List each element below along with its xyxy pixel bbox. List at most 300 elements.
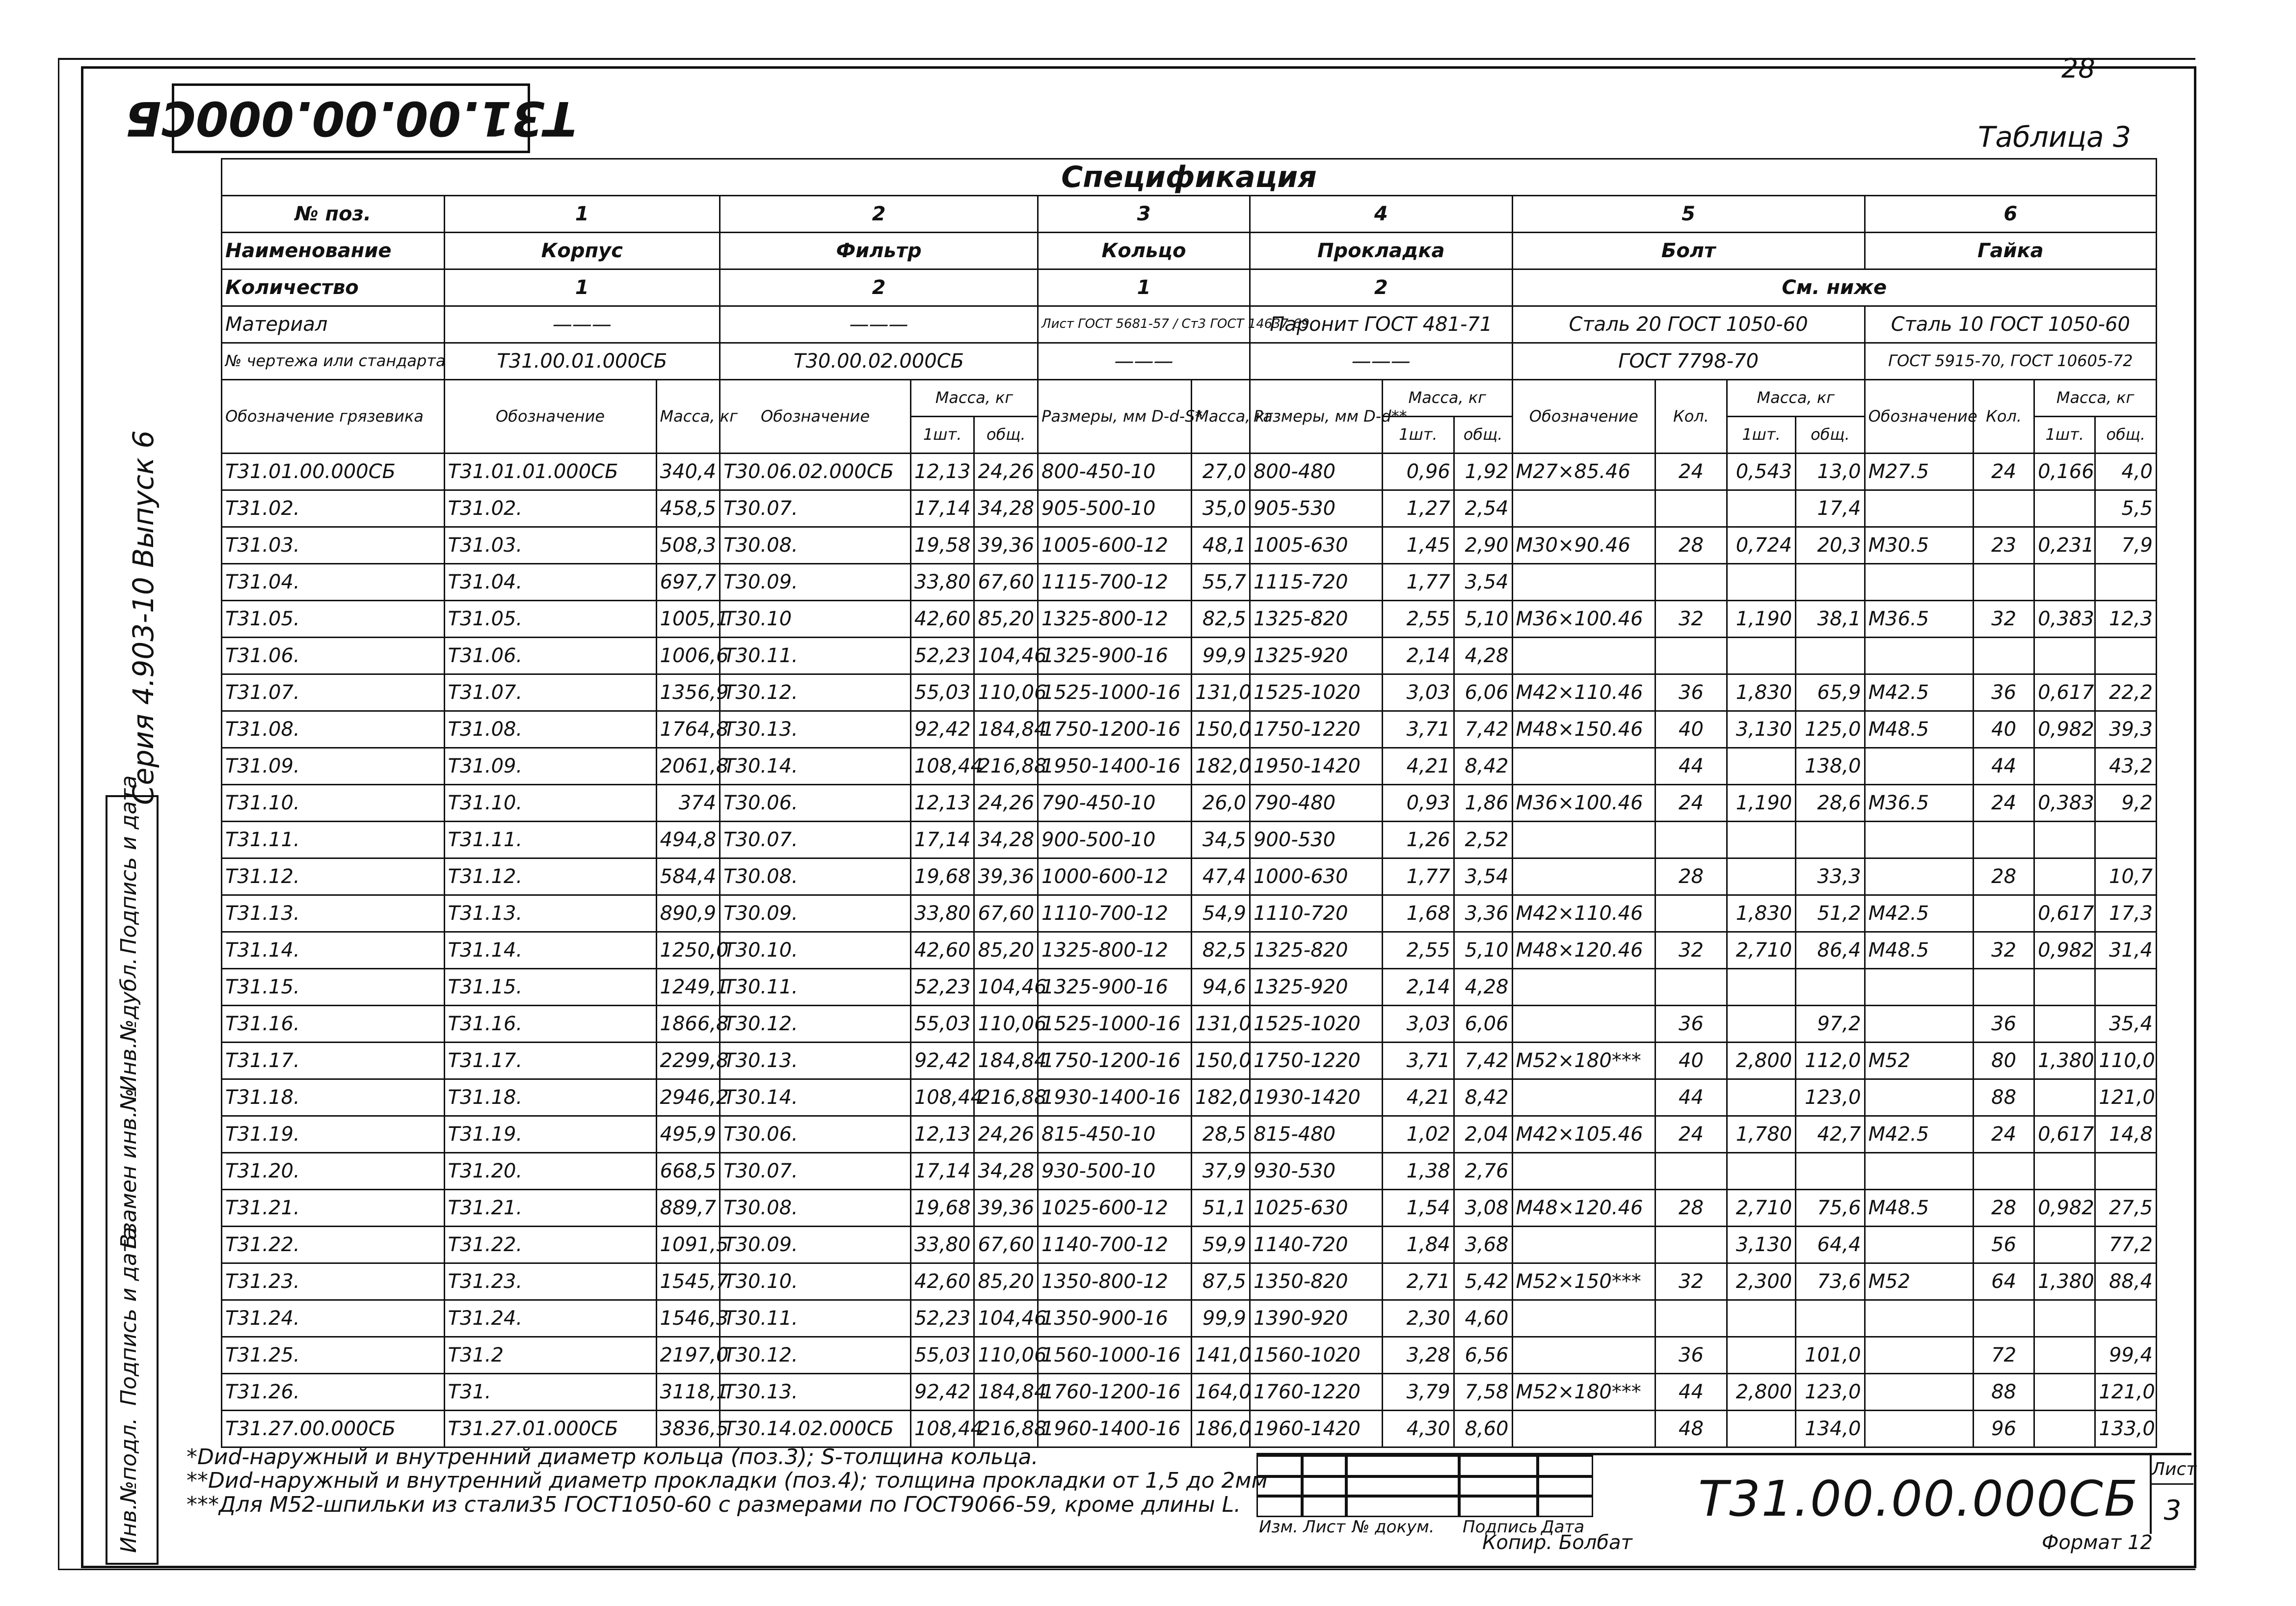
table-cell: Т31.05. bbox=[222, 601, 445, 638]
table-cell: 0,93 bbox=[1382, 785, 1454, 822]
table-cell: 184,84 bbox=[974, 1374, 1038, 1411]
table-cell bbox=[1655, 1300, 1727, 1337]
table-cell: 800-450-10 bbox=[1038, 454, 1192, 490]
table-cell: Т31.12. bbox=[222, 858, 445, 895]
table-cell: Т31.09. bbox=[444, 748, 656, 785]
table-cell: 101,0 bbox=[1796, 1337, 1865, 1374]
table-cell: Т31.21. bbox=[222, 1190, 445, 1227]
name-3: Кольцо bbox=[1038, 233, 1250, 269]
table-cell: Т31.13. bbox=[222, 895, 445, 932]
table-cell: 92,42 bbox=[910, 711, 974, 748]
sub-designation-6: Обозначение bbox=[1865, 380, 1973, 454]
table-cell: 1350-820 bbox=[1250, 1263, 1382, 1300]
table-cell: 2,55 bbox=[1382, 932, 1454, 969]
table-cell: 42,7 bbox=[1796, 1116, 1865, 1153]
name-2: Фильтр bbox=[720, 233, 1038, 269]
table-cell bbox=[1796, 1153, 1865, 1190]
table-row bbox=[222, 1263, 2157, 1300]
table-cell: 17,14 bbox=[910, 1153, 974, 1190]
table-cell: 1930-1400-16 bbox=[1038, 1079, 1192, 1116]
table-cell: Т31.04. bbox=[222, 564, 445, 601]
table-cell bbox=[2034, 490, 2095, 527]
table-cell: 6,06 bbox=[1454, 1006, 1512, 1043]
table-cell: 55,7 bbox=[1192, 564, 1250, 601]
table-cell: 64 bbox=[1973, 1263, 2034, 1300]
table-cell: 108,44 bbox=[910, 1079, 974, 1116]
table-cell: Т31.06. bbox=[444, 638, 656, 674]
table-cell: 3,130 bbox=[1727, 1227, 1795, 1263]
qty-1: 1 bbox=[444, 269, 720, 306]
table-cell: М52 bbox=[1865, 1043, 1973, 1079]
table-cell: 32 bbox=[1655, 601, 1727, 638]
table-cell: М27×85.46 bbox=[1512, 454, 1655, 490]
specification-table bbox=[221, 158, 2157, 1448]
table-cell: 7,42 bbox=[1454, 711, 1512, 748]
table-cell bbox=[2034, 1153, 2095, 1190]
table-cell: 0,166 bbox=[2034, 454, 2095, 490]
table-cell: 99,9 bbox=[1192, 638, 1250, 674]
table-cell: 2,04 bbox=[1454, 1116, 1512, 1153]
table-cell: 900-530 bbox=[1250, 822, 1382, 858]
table-cell: 82,5 bbox=[1192, 932, 1250, 969]
table-cell: 150,0 bbox=[1192, 1043, 1250, 1079]
table-cell: 1140-720 bbox=[1250, 1227, 1382, 1263]
table-cell: 3,08 bbox=[1454, 1190, 1512, 1227]
table-cell: 19,68 bbox=[910, 1190, 974, 1227]
sub-mass-2: Масса, кг bbox=[910, 380, 1038, 417]
table-cell: 1,780 bbox=[1727, 1116, 1795, 1153]
table-cell: Т30.09. bbox=[720, 895, 911, 932]
sub-one-5: 1шт. bbox=[1727, 417, 1795, 454]
table-cell: Т30.09. bbox=[720, 1227, 911, 1263]
table-cell: М42.5 bbox=[1865, 895, 1973, 932]
table-cell bbox=[1512, 1227, 1655, 1263]
footnotes bbox=[187, 1445, 1268, 1517]
table-cell: 32 bbox=[1973, 601, 2034, 638]
table-cell: 88,4 bbox=[2095, 1263, 2157, 1300]
name-4: Прокладка bbox=[1250, 233, 1512, 269]
table-cell: 47,4 bbox=[1192, 858, 1250, 895]
spec-title: Спецификация bbox=[222, 159, 2157, 196]
table-cell: 24 bbox=[1655, 1116, 1727, 1153]
table-row bbox=[222, 969, 2157, 1006]
table-cell bbox=[2095, 638, 2157, 674]
table-cell: 14,8 bbox=[2095, 1116, 2157, 1153]
table-cell: 32 bbox=[1655, 932, 1727, 969]
table-cell: 4,60 bbox=[1454, 1300, 1512, 1337]
table-cell: Т30.06.02.000СБ bbox=[720, 454, 911, 490]
table-cell bbox=[1973, 1153, 2034, 1190]
table-cell: Т30.12. bbox=[720, 1337, 911, 1374]
table-cell: М30×90.46 bbox=[1512, 527, 1655, 564]
sidebar-label: Инв.№дубл. bbox=[116, 957, 141, 1092]
table-cell: 55,03 bbox=[910, 1337, 974, 1374]
table-cell: 19,58 bbox=[910, 527, 974, 564]
table-row bbox=[222, 638, 2157, 674]
bottom-frame-line bbox=[58, 1569, 2195, 1570]
table-cell: Т30.13. bbox=[720, 1043, 911, 1079]
table-cell: 92,42 bbox=[910, 1043, 974, 1079]
table-cell: 67,60 bbox=[974, 895, 1038, 932]
table-cell: 1325-920 bbox=[1250, 969, 1382, 1006]
table-cell: 0,982 bbox=[2034, 1190, 2095, 1227]
table-cell: Т31.15. bbox=[444, 969, 656, 1006]
table-cell: 64,4 bbox=[1796, 1227, 1865, 1263]
name-1: Корпус bbox=[444, 233, 720, 269]
table-cell: Т31.02. bbox=[222, 490, 445, 527]
table-cell bbox=[1727, 858, 1795, 895]
table-cell: 1,26 bbox=[1382, 822, 1454, 858]
table-cell: М42×110.46 bbox=[1512, 895, 1655, 932]
format-label: Формат 12 bbox=[2042, 1531, 2153, 1554]
table-cell: 1,92 bbox=[1454, 454, 1512, 490]
table-cell: 1350-900-16 bbox=[1038, 1300, 1192, 1337]
table-cell: 1930-1420 bbox=[1250, 1079, 1382, 1116]
table-cell: 67,60 bbox=[974, 564, 1038, 601]
table-cell: 6,56 bbox=[1454, 1337, 1512, 1374]
table-cell: 24 bbox=[1973, 454, 2034, 490]
table-cell: 92,42 bbox=[910, 1374, 974, 1411]
table-cell: Т31.27.00.000СБ bbox=[222, 1411, 445, 1447]
sheet-number: 3 bbox=[2163, 1495, 2182, 1526]
table-cell bbox=[1512, 858, 1655, 895]
table-cell: 37,9 bbox=[1192, 1153, 1250, 1190]
table-cell: Т31.24. bbox=[444, 1300, 656, 1337]
table-cell: 12,3 bbox=[2095, 601, 2157, 638]
table-cell: Т31.20. bbox=[222, 1153, 445, 1190]
qty-label: Количество bbox=[222, 269, 445, 306]
sub-total-6: общ. bbox=[2095, 417, 2157, 454]
table-cell: М52×180*** bbox=[1512, 1374, 1655, 1411]
table-cell: 1325-800-12 bbox=[1038, 601, 1192, 638]
table-cell: М52×180*** bbox=[1512, 1043, 1655, 1079]
table-cell: 123,0 bbox=[1796, 1079, 1865, 1116]
table-cell: 1006,6 bbox=[656, 638, 720, 674]
table-cell: 1,84 bbox=[1382, 1227, 1454, 1263]
table-cell: Т30.12. bbox=[720, 1006, 911, 1043]
drawing-3: ——— bbox=[1038, 343, 1250, 380]
table-cell: Т30.06. bbox=[720, 1116, 911, 1153]
table-cell: 1,38 bbox=[1382, 1153, 1454, 1190]
table-cell: 28 bbox=[1973, 858, 2034, 895]
table-cell: Т31.03. bbox=[444, 527, 656, 564]
table-cell bbox=[1512, 1300, 1655, 1337]
table-cell: М48.5 bbox=[1865, 1190, 1973, 1227]
table-cell: 27,0 bbox=[1192, 454, 1250, 490]
table-cell: 1525-1000-16 bbox=[1038, 1006, 1192, 1043]
table-cell: Т31.20. bbox=[444, 1153, 656, 1190]
table-cell: 0,982 bbox=[2034, 932, 2095, 969]
table-cell: 85,20 bbox=[974, 1263, 1038, 1300]
table-cell: 9,2 bbox=[2095, 785, 2157, 822]
table-cell: М48×120.46 bbox=[1512, 932, 1655, 969]
sub-mass-1: Масса, кг bbox=[656, 380, 720, 454]
table-cell: 73,6 bbox=[1796, 1263, 1865, 1300]
table-cell: 1,68 bbox=[1382, 895, 1454, 932]
table-cell: 80 bbox=[1973, 1043, 2034, 1079]
sub-designation-5: Обозначение bbox=[1512, 380, 1655, 454]
table-cell: 584,4 bbox=[656, 858, 720, 895]
table-cell: 8,60 bbox=[1454, 1411, 1512, 1447]
table-cell: 1,380 bbox=[2034, 1263, 2095, 1300]
name-5: Болт bbox=[1512, 233, 1865, 269]
table-cell: 85,20 bbox=[974, 932, 1038, 969]
sidebar-label: Инв.№подл. bbox=[116, 1418, 141, 1553]
table-cell: 458,5 bbox=[656, 490, 720, 527]
table-cell bbox=[2034, 748, 2095, 785]
table-cell bbox=[1512, 1153, 1655, 1190]
table-cell: 0,383 bbox=[2034, 601, 2095, 638]
table-cell bbox=[2095, 1300, 2157, 1337]
table-cell: Т30.11. bbox=[720, 969, 911, 1006]
table-cell: Т31.11. bbox=[222, 822, 445, 858]
table-cell bbox=[1796, 1300, 1865, 1337]
table-cell: 1140-700-12 bbox=[1038, 1227, 1192, 1263]
name-6: Гайка bbox=[1865, 233, 2156, 269]
table-row bbox=[222, 1190, 2157, 1227]
table-cell: Т31.05. bbox=[444, 601, 656, 638]
table-cell: 1545,7 bbox=[656, 1263, 720, 1300]
table-cell: 104,46 bbox=[974, 1300, 1038, 1337]
table-cell: 110,06 bbox=[974, 674, 1038, 711]
table-cell: 110,06 bbox=[974, 1006, 1038, 1043]
table-cell: 131,0 bbox=[1192, 1006, 1250, 1043]
table-cell: 1950-1400-16 bbox=[1038, 748, 1192, 785]
table-cell: 1764,8 bbox=[656, 711, 720, 748]
table-cell: 0,617 bbox=[2034, 674, 2095, 711]
table-row bbox=[222, 1079, 2157, 1116]
table-cell bbox=[2034, 822, 2095, 858]
table-cell bbox=[1727, 1153, 1795, 1190]
table-row bbox=[222, 1411, 2157, 1447]
table-cell: 31,4 bbox=[2095, 932, 2157, 969]
pos-2: 2 bbox=[720, 196, 1038, 233]
table-cell: 97,2 bbox=[1796, 1006, 1865, 1043]
table-cell bbox=[1727, 748, 1795, 785]
table-cell: 340,4 bbox=[656, 454, 720, 490]
table-cell: Т31.21. bbox=[444, 1190, 656, 1227]
table-cell: 1325-920 bbox=[1250, 638, 1382, 674]
table-cell bbox=[1727, 822, 1795, 858]
name-label: Наименование bbox=[222, 233, 445, 269]
sheet-box bbox=[2150, 1455, 2197, 1534]
table-cell: 52,23 bbox=[910, 638, 974, 674]
table-cell: Т30.08. bbox=[720, 1190, 911, 1227]
table-cell bbox=[1865, 1227, 1973, 1263]
table-cell: Т30.08. bbox=[720, 527, 911, 564]
table-cell: 1760-1200-16 bbox=[1038, 1374, 1192, 1411]
table-cell: 34,28 bbox=[974, 1153, 1038, 1190]
qty-3: 1 bbox=[1038, 269, 1250, 306]
sub-qty-5: Кол. bbox=[1655, 380, 1727, 454]
table-cell: 905-500-10 bbox=[1038, 490, 1192, 527]
table-cell: 1325-820 bbox=[1250, 601, 1382, 638]
table-cell: 65,9 bbox=[1796, 674, 1865, 711]
table-cell bbox=[1973, 490, 2034, 527]
table-cell: 1,830 bbox=[1727, 895, 1795, 932]
table-cell bbox=[1512, 1337, 1655, 1374]
table-cell: Т31.17. bbox=[222, 1043, 445, 1079]
table-cell: 23 bbox=[1973, 527, 2034, 564]
table-cell: 1091,5 bbox=[656, 1227, 720, 1263]
table-cell: Т31.17. bbox=[444, 1043, 656, 1079]
table-cell: 889,7 bbox=[656, 1190, 720, 1227]
table-cell: Т30.07. bbox=[720, 490, 911, 527]
sub-designation-2: Обозначение bbox=[720, 380, 911, 454]
table-cell bbox=[1727, 1411, 1795, 1447]
table-cell: 39,36 bbox=[974, 1190, 1038, 1227]
table-cell: 1546,3 bbox=[656, 1300, 720, 1337]
sub-designation-1: Обозначение bbox=[444, 380, 656, 454]
title-block bbox=[1256, 1453, 2197, 1537]
table-cell: Т31.16. bbox=[444, 1006, 656, 1043]
table-cell: 52,23 bbox=[910, 1300, 974, 1337]
table-cell: 34,5 bbox=[1192, 822, 1250, 858]
table-cell: Т31.10. bbox=[222, 785, 445, 822]
table-row bbox=[222, 490, 2157, 527]
table-row bbox=[222, 1227, 2157, 1263]
table-cell: 494,8 bbox=[656, 822, 720, 858]
table-cell: М42×110.46 bbox=[1512, 674, 1655, 711]
table-cell: 1560-1020 bbox=[1250, 1337, 1382, 1374]
table-cell: 36 bbox=[1655, 1006, 1727, 1043]
table-cell bbox=[2034, 1006, 2095, 1043]
table-cell: М42×105.46 bbox=[1512, 1116, 1655, 1153]
table-cell: Т31.18. bbox=[444, 1079, 656, 1116]
table-cell: М42.5 bbox=[1865, 1116, 1973, 1153]
table-cell: 39,3 bbox=[2095, 711, 2157, 748]
table-cell bbox=[2095, 1153, 2157, 1190]
table-row bbox=[222, 748, 2157, 785]
table-cell bbox=[1512, 564, 1655, 601]
table-cell: 1760-1220 bbox=[1250, 1374, 1382, 1411]
sub-mass-6: Масса, кг bbox=[2034, 380, 2157, 417]
table-cell: 1025-600-12 bbox=[1038, 1190, 1192, 1227]
table-cell bbox=[1973, 822, 2034, 858]
table-cell: 28,6 bbox=[1796, 785, 1865, 822]
table-cell: Т31.2 bbox=[444, 1337, 656, 1374]
table-cell bbox=[2034, 564, 2095, 601]
table-cell: 27,5 bbox=[2095, 1190, 2157, 1227]
table-cell: 55,03 bbox=[910, 674, 974, 711]
table-cell: 7,58 bbox=[1454, 1374, 1512, 1411]
table-cell: 35,0 bbox=[1192, 490, 1250, 527]
table-cell: 112,0 bbox=[1796, 1043, 1865, 1079]
table-cell: 22,2 bbox=[2095, 674, 2157, 711]
table-cell: Т31.15. bbox=[222, 969, 445, 1006]
table-cell: 42,60 bbox=[910, 601, 974, 638]
table-cell bbox=[1512, 1411, 1655, 1447]
table-row bbox=[222, 564, 2157, 601]
table-cell: 33,80 bbox=[910, 564, 974, 601]
sidebar-label: Подпись и дата bbox=[116, 1227, 141, 1406]
table-cell: 36 bbox=[1655, 1337, 1727, 1374]
table-cell: 1005-630 bbox=[1250, 527, 1382, 564]
table-cell bbox=[2034, 1227, 2095, 1263]
table-cell: М36×100.46 bbox=[1512, 785, 1655, 822]
table-cell bbox=[1865, 1300, 1973, 1337]
table-cell: Т31.12. bbox=[444, 858, 656, 895]
material-6: Сталь 10 ГОСТ 1050-60 bbox=[1865, 306, 2156, 343]
table-cell bbox=[1973, 895, 2034, 932]
table-cell: 33,80 bbox=[910, 1227, 974, 1263]
table-cell: 5,10 bbox=[1454, 932, 1512, 969]
table-cell: 374 bbox=[656, 785, 720, 822]
table-cell: 10,7 bbox=[2095, 858, 2157, 895]
table-cell bbox=[1796, 969, 1865, 1006]
table-cell: 182,0 bbox=[1192, 748, 1250, 785]
table-cell: 3,71 bbox=[1382, 711, 1454, 748]
table-cell: Т31.01.01.000СБ bbox=[444, 454, 656, 490]
table-cell bbox=[2034, 638, 2095, 674]
table-cell: 28 bbox=[1973, 1190, 2034, 1227]
table-cell bbox=[2034, 1337, 2095, 1374]
table-cell: 1325-900-16 bbox=[1038, 969, 1192, 1006]
table-cell: 2,14 bbox=[1382, 969, 1454, 1006]
table-cell: 51,1 bbox=[1192, 1190, 1250, 1227]
table-cell: Т31.07. bbox=[222, 674, 445, 711]
table-cell bbox=[1865, 969, 1973, 1006]
label-doc: № докум. bbox=[1352, 1517, 1435, 1537]
table-cell: 52,23 bbox=[910, 969, 974, 1006]
table-cell: Т30.10. bbox=[720, 1263, 911, 1300]
table-cell: 1950-1420 bbox=[1250, 748, 1382, 785]
table-row bbox=[222, 601, 2157, 638]
table-cell: 4,21 bbox=[1382, 748, 1454, 785]
table-cell: 1000-630 bbox=[1250, 858, 1382, 895]
table-cell: 2,54 bbox=[1454, 490, 1512, 527]
table-cell: 108,44 bbox=[910, 1411, 974, 1447]
table-cell bbox=[1655, 490, 1727, 527]
table-cell: 1,02 bbox=[1382, 1116, 1454, 1153]
table-cell bbox=[1727, 1079, 1795, 1116]
table-cell bbox=[1655, 1227, 1727, 1263]
table-cell: 4,30 bbox=[1382, 1411, 1454, 1447]
table-cell: 3,28 bbox=[1382, 1337, 1454, 1374]
table-cell: Т31.09. bbox=[222, 748, 445, 785]
table-cell: 216,88 bbox=[974, 1079, 1038, 1116]
table-cell bbox=[2034, 858, 2095, 895]
table-cell: 0,724 bbox=[1727, 527, 1795, 564]
table-cell bbox=[1865, 638, 1973, 674]
table-cell: 1325-900-16 bbox=[1038, 638, 1192, 674]
table-cell bbox=[1865, 1079, 1973, 1116]
page-number: 28 bbox=[2061, 53, 2095, 84]
table-cell: М30.5 bbox=[1865, 527, 1973, 564]
table-cell: 216,88 bbox=[974, 1411, 1038, 1447]
table-cell: 125,0 bbox=[1796, 711, 1865, 748]
table-cell bbox=[1973, 638, 2034, 674]
sub-sizes-3: Размеры, мм D-d-S* bbox=[1038, 380, 1192, 454]
title-block-code: Т31.00.00.000СБ bbox=[1698, 1470, 2139, 1527]
table-cell: 12,13 bbox=[910, 785, 974, 822]
table-cell: 790-480 bbox=[1250, 785, 1382, 822]
table-cell: 668,5 bbox=[656, 1153, 720, 1190]
table-cell: 82,5 bbox=[1192, 601, 1250, 638]
table-cell: 123,0 bbox=[1796, 1374, 1865, 1411]
table-cell: Т31.06. bbox=[222, 638, 445, 674]
table-row bbox=[222, 785, 2157, 822]
table-cell: 0,96 bbox=[1382, 454, 1454, 490]
table-cell: 930-500-10 bbox=[1038, 1153, 1192, 1190]
table-cell: Т30.10 bbox=[720, 601, 911, 638]
footnote: **Dиd-наружный и внутренний диаметр прокладки (поз.4); толщина прокладки от 1,5 до 2мм bbox=[187, 1468, 1268, 1494]
table-cell: 17,3 bbox=[2095, 895, 2157, 932]
table-cell: Т30.14.02.000СБ bbox=[720, 1411, 911, 1447]
table-cell: 1000-600-12 bbox=[1038, 858, 1192, 895]
table-cell: 19,68 bbox=[910, 858, 974, 895]
table-cell: 1249,1 bbox=[656, 969, 720, 1006]
